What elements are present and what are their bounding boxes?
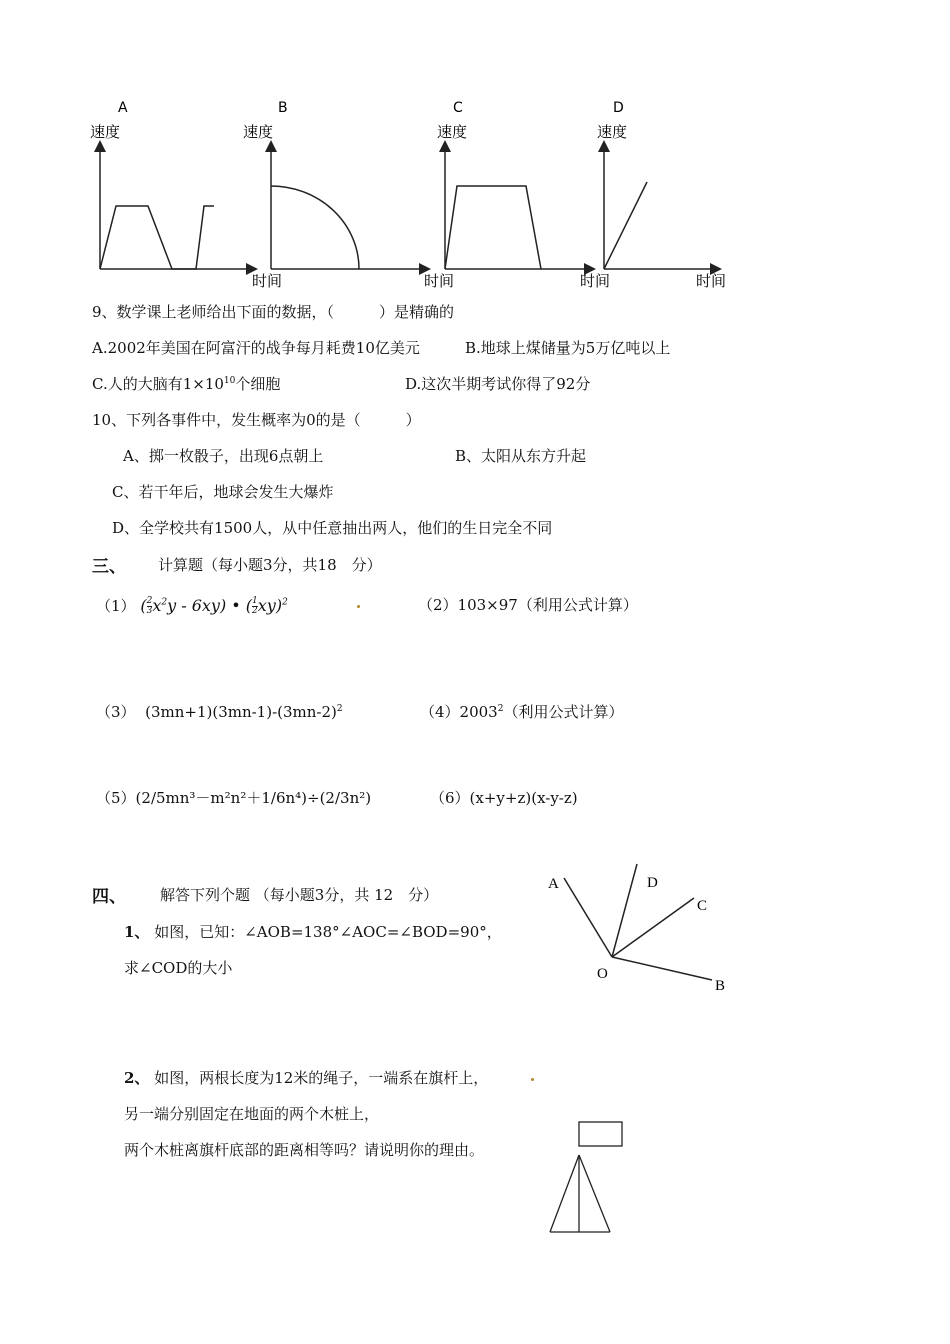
q10-option-d: D、全学校共有1500人，从中任意抽出两人，他们的生日完全不同: [112, 519, 553, 537]
q4-2: 2、 如图，两根长度为12米的绳子，一端系在旗杆上，: [124, 1069, 489, 1087]
graph-d-letter: D: [613, 100, 624, 116]
section3-title: 计算题（每小题3分，共18 分）: [158, 556, 382, 574]
q10-option-b: B、太阳从东方升起: [455, 447, 587, 465]
flagpole-figure: [540, 1115, 640, 1240]
q10-stem: 10、下列各事件中，发生概率为0的是（ ）: [92, 411, 421, 429]
q4-1: 1、 如图，已知：∠AOB=138°∠AOC=∠BOD=90°，: [124, 923, 502, 941]
graph-b-ylabel: 速度: [243, 123, 274, 141]
problem-2: （2）103×97（利用公式计算）: [418, 596, 638, 614]
angle-figure: [540, 860, 740, 1000]
label-o: O: [597, 966, 608, 982]
q9-stem: 9、数学课上老师给出下面的数据，（ ）是精确的: [92, 303, 455, 321]
q9-option-b: B.地球上煤储量为5万亿吨以上: [465, 339, 671, 357]
problem-5: （5）(2/5mn³－m²n²＋1/6n⁴)÷(2/3n²): [96, 789, 372, 807]
graph-a: [90, 100, 252, 269]
graph-c: [424, 100, 590, 290]
graph-a-letter: A: [118, 100, 128, 116]
q9-option-c: C.人的大脑有$1\times 10^{10}$个细胞: [92, 375, 281, 393]
graph-a-ylabel: 速度: [90, 123, 121, 141]
graph-d-ylabel: 速度: [597, 123, 628, 141]
q9-option-d: D.这次半期考试你得了92分: [405, 375, 591, 393]
problem-6: （6）(x+y+z)(x-y-z): [430, 789, 578, 807]
q10-option-c: C、若干年后，地球会发生大爆炸: [112, 483, 334, 501]
graph-d: [580, 100, 726, 290]
section3-number: 三、: [92, 557, 126, 577]
graph-d-xlabel: 时间: [696, 272, 727, 290]
graph-c-letter: C: [453, 100, 463, 116]
label-b: B: [715, 978, 726, 994]
graph-b-letter: B: [278, 100, 288, 116]
label-c: C: [697, 898, 708, 914]
problem-1: （1） ( $\frac{2}{3}$ $x^2y - 6xy$) • ( $\frac{1}{2}$ xy)$^2$: [96, 596, 288, 616]
graph-b: [243, 100, 425, 290]
speed-time-graphs: [80, 90, 760, 300]
graph-c-xlabel: 时间: [580, 272, 611, 290]
scan-dot: [531, 1078, 534, 1081]
problem-4: （4）2003$^2$（利用公式计算）: [420, 703, 624, 721]
q4-1-ask: 求∠COD的大小: [124, 959, 233, 977]
q4-2-line2: 另一端分别固定在地面的两个木桩上，: [124, 1105, 380, 1123]
graph-b-xlabel: 时间: [424, 272, 455, 290]
section4-number: 四、: [92, 887, 126, 907]
section4-title: 解答下列个题 （每小题3分，共 12 分）: [160, 886, 439, 904]
graph-a-xlabel: 时间: [252, 272, 283, 290]
graph-c-ylabel: 速度: [437, 123, 468, 141]
problem-3: （3） $(3mn+1)(3mn-1)-(3mn-2)^2$: [96, 703, 343, 721]
label-a: A: [548, 876, 559, 892]
q4-2-line3: 两个木桩离旗杆底部的距离相等吗？请说明你的理由。: [124, 1141, 485, 1159]
scan-dot: [357, 605, 360, 608]
label-d: D: [647, 875, 658, 891]
q9-option-a: A.2002年美国在阿富汗的战争每月耗费10亿美元: [92, 339, 420, 357]
q10-option-a: A、掷一枚骰子，出现6点朝上: [123, 447, 324, 465]
